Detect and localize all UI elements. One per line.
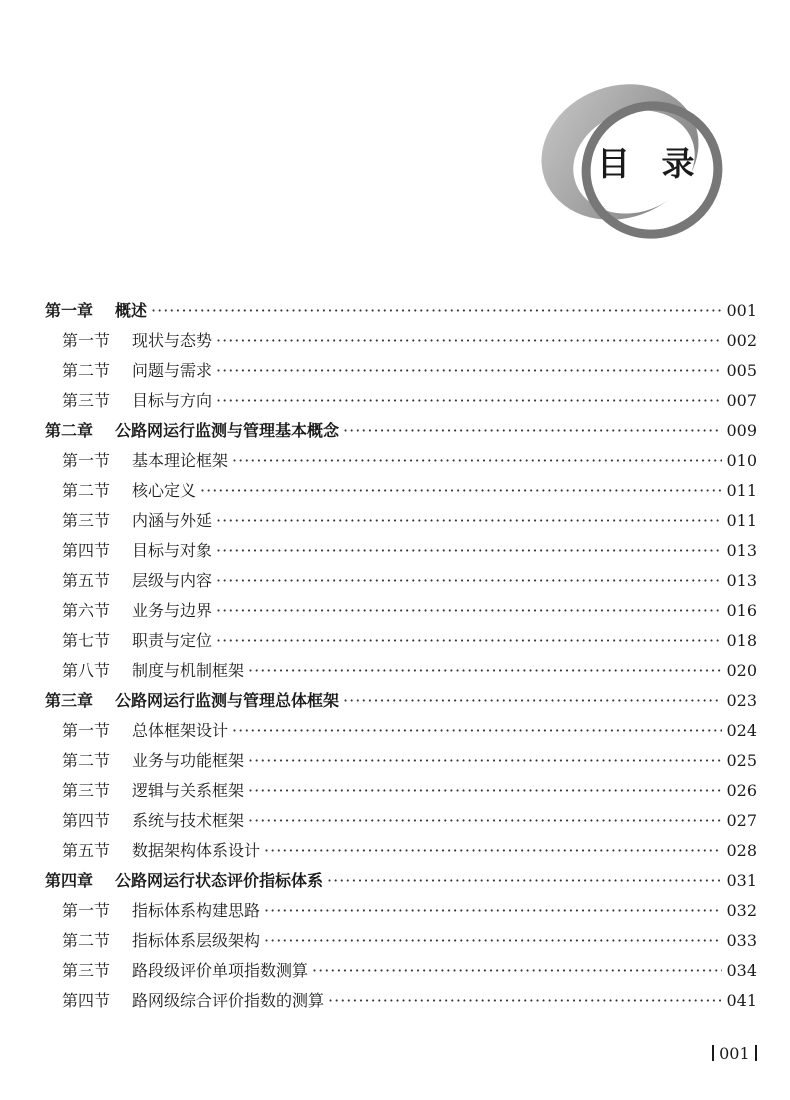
toc-section-entry[interactable] — [45, 358, 757, 388]
toc-section-entry[interactable] — [45, 388, 757, 418]
entry-title: 系统与技术框架 — [132, 811, 245, 830]
entry-number: 第一节 — [62, 451, 111, 470]
entry-title: 业务与功能框架 — [132, 751, 245, 770]
dot-leader — [264, 901, 722, 920]
dot-leader — [216, 541, 722, 560]
entry-number: 第八节 — [62, 661, 111, 680]
toc-title: 目 录 — [597, 144, 705, 183]
toc-section-entry[interactable] — [45, 778, 757, 808]
toc-section-entry[interactable] — [45, 928, 757, 958]
toc-chapter-entry[interactable] — [45, 868, 757, 898]
entry-page: 020 — [726, 661, 757, 680]
entry-page: 024 — [726, 721, 757, 740]
entry-title: 路网级综合评价指数的测算 — [132, 991, 325, 1010]
entry-title: 职责与定位 — [132, 631, 213, 650]
entry-page: 027 — [726, 811, 757, 830]
entry-page: 032 — [726, 901, 757, 920]
toc-section-entry[interactable] — [45, 568, 757, 598]
entry-page: 018 — [726, 631, 757, 650]
page-number-value: 001 — [719, 1044, 750, 1063]
entry-page: 031 — [726, 871, 757, 890]
entry-number: 第四章 — [45, 871, 94, 890]
entry-number: 第三节 — [62, 961, 111, 980]
entry-number: 第四节 — [62, 811, 111, 830]
toc-section-entry[interactable] — [45, 478, 757, 508]
page-bar-right — [755, 1045, 757, 1061]
entry-page: 013 — [726, 541, 757, 560]
entry-page: 016 — [726, 601, 757, 620]
entry-title: 公路网运行状态评价指标体系 — [115, 871, 324, 890]
entry-page: 023 — [726, 691, 757, 710]
entry-page: 005 — [726, 361, 757, 380]
entry-number: 第二章 — [45, 421, 94, 440]
entry-page: 010 — [726, 451, 757, 470]
dot-leader — [151, 301, 722, 320]
toc-section-entry[interactable] — [45, 538, 757, 568]
toc-chapter-entry[interactable] — [45, 688, 757, 718]
entry-page: 007 — [726, 391, 757, 410]
page-number — [712, 1044, 757, 1063]
entry-number: 第五节 — [62, 571, 111, 590]
entry-title: 指标体系层级架构 — [132, 931, 261, 950]
toc-section-entry[interactable] — [45, 658, 757, 688]
toc-section-entry[interactable] — [45, 958, 757, 988]
dot-leader — [343, 421, 722, 440]
entry-page: 002 — [726, 331, 757, 350]
toc-section-entry[interactable] — [45, 448, 757, 478]
dot-leader — [216, 361, 722, 380]
entry-number: 第二节 — [62, 361, 111, 380]
entry-page: 001 — [726, 301, 757, 320]
toc-section-entry[interactable] — [45, 838, 757, 868]
dot-leader — [327, 871, 722, 890]
entry-number: 第三章 — [45, 691, 94, 710]
toc-section-entry[interactable] — [45, 988, 757, 1018]
entry-title: 业务与边界 — [132, 601, 213, 620]
entry-number: 第一节 — [62, 721, 111, 740]
entry-title: 概述 — [115, 301, 148, 320]
dot-leader — [232, 721, 722, 740]
toc-section-entry[interactable] — [45, 748, 757, 778]
entry-title: 内涵与外延 — [132, 511, 213, 530]
table-of-contents — [45, 298, 757, 1018]
entry-number: 第四节 — [62, 541, 111, 560]
toc-section-entry[interactable] — [45, 718, 757, 748]
toc-chapter-entry[interactable] — [45, 298, 757, 328]
dot-leader — [200, 481, 722, 500]
dot-leader — [264, 841, 722, 860]
entry-number: 第三节 — [62, 511, 111, 530]
entry-number: 第四节 — [62, 991, 111, 1010]
dot-leader — [248, 751, 722, 770]
entry-title: 指标体系构建思路 — [132, 901, 261, 920]
entry-title: 公路网运行监测与管理总体框架 — [115, 691, 340, 710]
dot-leader — [232, 451, 722, 470]
entry-title: 数据架构体系设计 — [132, 841, 261, 860]
toc-section-entry[interactable] — [45, 808, 757, 838]
dot-leader — [216, 511, 722, 530]
toc-section-entry[interactable] — [45, 898, 757, 928]
dot-leader — [248, 781, 722, 800]
dot-leader — [248, 661, 722, 680]
dot-leader — [216, 571, 722, 590]
entry-number: 第一节 — [62, 901, 111, 920]
entry-title: 现状与态势 — [132, 331, 213, 350]
entry-page: 011 — [726, 511, 757, 530]
entry-title: 层级与内容 — [132, 571, 213, 590]
dot-leader — [312, 961, 722, 980]
entry-number: 第二节 — [62, 481, 111, 500]
entry-number: 第二节 — [62, 931, 111, 950]
dot-leader — [328, 991, 722, 1010]
toc-section-entry[interactable] — [45, 598, 757, 628]
entry-title: 核心定义 — [132, 481, 197, 500]
toc-section-entry[interactable] — [45, 508, 757, 538]
entry-number: 第一节 — [62, 331, 111, 350]
entry-page: 011 — [726, 481, 757, 500]
entry-number: 第二节 — [62, 751, 111, 770]
toc-section-entry[interactable] — [45, 328, 757, 358]
entry-page: 009 — [726, 421, 757, 440]
dot-leader — [216, 331, 722, 350]
entry-title: 路段级评价单项指数测算 — [132, 961, 309, 980]
entry-title: 公路网运行监测与管理基本概念 — [115, 421, 340, 440]
entry-title: 总体框架设计 — [132, 721, 229, 740]
toc-chapter-entry[interactable] — [45, 418, 757, 448]
entry-number: 第一章 — [45, 301, 94, 320]
dot-leader — [248, 811, 722, 830]
page-bar-left — [712, 1045, 714, 1061]
entry-number: 第五节 — [62, 841, 111, 860]
entry-page: 028 — [726, 841, 757, 860]
dot-leader — [216, 631, 722, 650]
entry-number: 第三节 — [62, 781, 111, 800]
dot-leader — [216, 601, 722, 620]
entry-title: 制度与机制框架 — [132, 661, 245, 680]
entry-title: 逻辑与关系框架 — [132, 781, 245, 800]
entry-page: 034 — [726, 961, 757, 980]
dot-leader — [264, 931, 722, 950]
entry-title: 基本理论框架 — [132, 451, 229, 470]
entry-page: 033 — [726, 931, 757, 950]
entry-title: 目标与对象 — [132, 541, 213, 560]
entry-title: 问题与需求 — [132, 361, 213, 380]
entry-page: 025 — [726, 751, 757, 770]
entry-number: 第三节 — [62, 391, 111, 410]
entry-page: 041 — [726, 991, 757, 1010]
dot-leader — [216, 391, 722, 410]
entry-page: 013 — [726, 571, 757, 590]
entry-page: 026 — [726, 781, 757, 800]
entry-title: 目标与方向 — [132, 391, 213, 410]
dot-leader — [343, 691, 722, 710]
toc-section-entry[interactable] — [45, 628, 757, 658]
entry-number: 第七节 — [62, 631, 111, 650]
entry-number: 第六节 — [62, 601, 111, 620]
